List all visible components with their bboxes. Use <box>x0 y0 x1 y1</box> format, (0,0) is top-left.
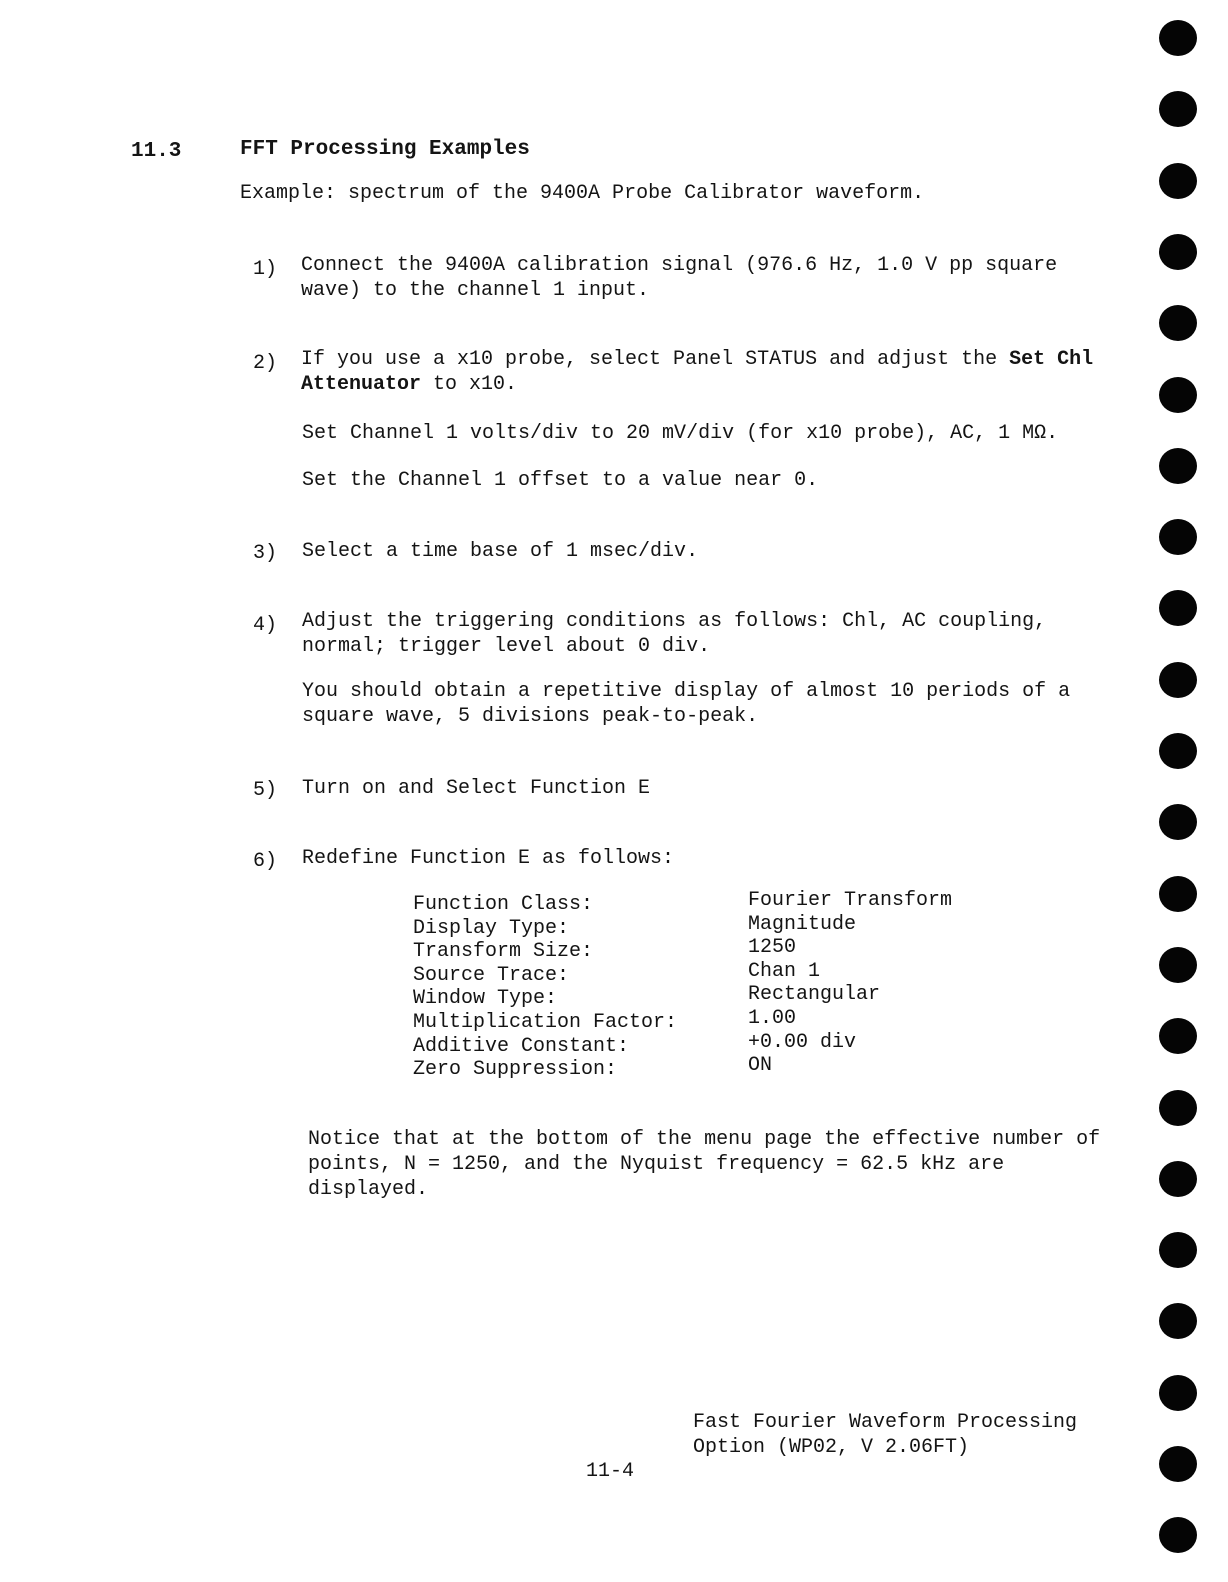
punch-hole <box>1159 448 1197 484</box>
param-value-additive-constant: +0.00 div <box>748 1030 857 1054</box>
punch-hole <box>1159 1018 1197 1054</box>
param-label-function-class: Function Class: <box>413 893 594 916</box>
param-label-additive-constant: Additive Constant: <box>413 1034 630 1058</box>
footer-title-line-2: Option (WP02, V 2.06FT) <box>693 1436 970 1459</box>
step-4-para-result <box>302 679 1070 729</box>
punch-hole <box>1159 377 1197 413</box>
punch-hole <box>1159 1517 1197 1553</box>
notice-line-2: points, N = 1250, and the Nyquist frequency = 62.5 kHz are <box>308 1153 1005 1176</box>
footer-title <box>693 1410 1077 1460</box>
step-1-line-1: Connect the 9400A calibration signal (976.6 Hz, 1.0 V pp square <box>301 254 1058 277</box>
punch-hole <box>1159 1161 1197 1197</box>
punch-hole <box>1159 1375 1197 1411</box>
step-1-text <box>301 253 1057 303</box>
punch-hole <box>1159 804 1197 840</box>
punch-hole <box>1159 91 1197 127</box>
step-2-para-offset: Set the Channel 1 offset to a value near 0. <box>302 469 819 492</box>
function-param-labels <box>413 893 677 1082</box>
param-label-window-type: Window Type: <box>413 987 558 1011</box>
step-2-para-volts: Set Channel 1 volts/div to 20 mV/div (for x10 probe), AC, 1 MΩ. <box>302 422 1059 445</box>
step-2-attenuator-label: Attenuator <box>301 373 422 396</box>
function-param-values <box>748 889 952 1078</box>
step-4-text <box>302 609 1046 659</box>
step-3-text: Select a time base of 1 msec/div. <box>302 540 699 563</box>
punch-hole <box>1159 876 1197 912</box>
param-value-transform-size: 1250 <box>748 936 797 960</box>
punch-hole <box>1159 1446 1197 1482</box>
punch-hole <box>1159 1232 1197 1268</box>
param-value-function-class: Fourier Transform <box>748 889 953 912</box>
step-2-number: 2) <box>253 352 278 375</box>
punch-hole <box>1159 163 1197 199</box>
step-4-number: 4) <box>253 614 278 637</box>
step-3-number: 3) <box>253 542 278 565</box>
step-1-line-2: wave) to the channel 1 input. <box>301 279 650 302</box>
step-5-number: 5) <box>253 779 278 802</box>
param-value-display-type: Magnitude <box>748 912 857 936</box>
punch-hole <box>1159 1090 1197 1126</box>
step-6-number: 6) <box>253 850 278 873</box>
param-label-zero-suppression: Zero Suppression: <box>413 1058 618 1082</box>
step-4-line-1: Adjust the triggering conditions as follows: Chl, AC coupling, <box>302 610 1047 633</box>
step-2-text <box>301 347 1093 397</box>
punch-hole <box>1159 733 1197 769</box>
page-number: 11-4 <box>586 1460 635 1483</box>
param-value-window-type: Rectangular <box>748 983 881 1007</box>
punch-hole <box>1159 662 1197 698</box>
param-value-multiplication-factor: 1.00 <box>748 1006 797 1030</box>
step-2-line-1 <box>301 347 1093 372</box>
binder-holes <box>1159 0 1199 1582</box>
step-6-text: Redefine Function E as follows: <box>302 847 675 870</box>
step-2-set-chl-label: Set Chl <box>1009 348 1094 371</box>
param-label-source-trace: Source Trace: <box>413 963 570 987</box>
notice-paragraph <box>308 1127 1100 1202</box>
punch-hole <box>1159 519 1197 555</box>
step-5-text: Turn on and Select Function E <box>302 777 651 800</box>
param-label-transform-size: Transform Size: <box>413 940 594 964</box>
step-4-line-2: normal; trigger level about 0 div. <box>302 635 711 658</box>
param-label-display-type: Display Type: <box>413 916 570 940</box>
punch-hole <box>1159 590 1197 626</box>
notice-line-3: displayed. <box>308 1178 429 1201</box>
step-4-para-line-1: You should obtain a repetitive display of almost 10 periods of a <box>302 680 1071 703</box>
notice-line-1: Notice that at the bottom of the menu page the effective number of <box>308 1128 1101 1151</box>
section-number: 11.3 <box>131 140 182 163</box>
step-2-line-1-text: If you use a x10 probe, select Panel STATUS and adjust the <box>301 348 1010 371</box>
intro-text: Example: spectrum of the 9400A Probe Calibrator waveform. <box>240 182 925 205</box>
punch-hole <box>1159 947 1197 983</box>
punch-hole <box>1159 1303 1197 1339</box>
punch-hole <box>1159 234 1197 270</box>
punch-hole <box>1159 20 1197 56</box>
step-2-line-2-text: to x10. <box>421 373 518 396</box>
param-value-source-trace: Chan 1 <box>748 959 821 983</box>
step-2-line-2 <box>301 372 1093 397</box>
footer-title-line-1: Fast Fourier Waveform Processing <box>693 1411 1078 1434</box>
param-label-multiplication-factor: Multiplication Factor: <box>413 1010 678 1034</box>
step-1-number: 1) <box>253 258 278 281</box>
step-4-para-line-2: square wave, 5 divisions peak-to-peak. <box>302 705 759 728</box>
punch-hole <box>1159 305 1197 341</box>
param-value-zero-suppression: ON <box>748 1054 773 1078</box>
section-title: FFT Processing Examples <box>240 138 530 161</box>
